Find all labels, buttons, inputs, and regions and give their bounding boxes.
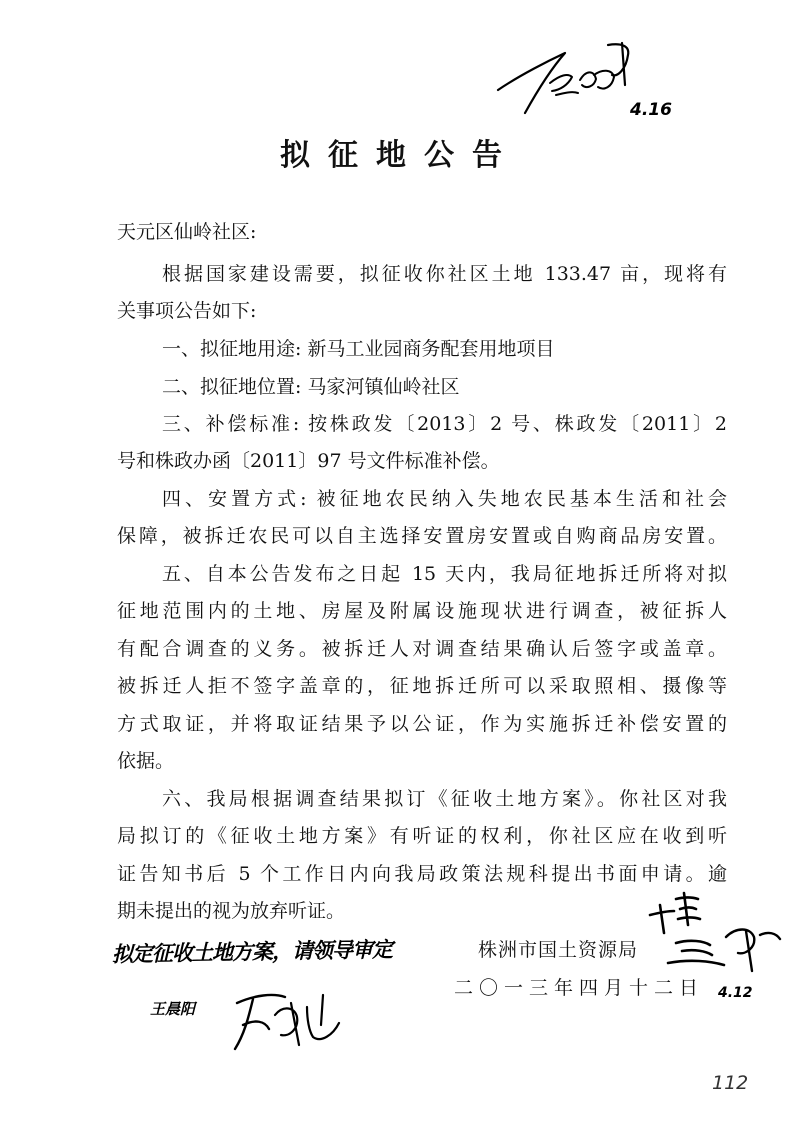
item-2: 二、拟征地位置: 马家河镇仙岭社区 [162, 376, 460, 398]
top-signature [490, 35, 640, 115]
handwritten-note: 拟定征收土地方案，请领导审定 [111, 937, 393, 967]
item-5-line-6: 依据。 [117, 750, 175, 772]
handwritten-name: 王晨阳 [150, 1000, 196, 1018]
item-3-line-1: 三、补偿标准: 按株政发〔2013〕2 号、株政发〔2011〕2 [162, 413, 727, 435]
item-5-line-5: 方式取证，并将取证结果予以公证，作为实施拆迁补偿安置的 [117, 713, 727, 735]
item-6-line-2: 局拟订的《征收土地方案》有听证的权利，你社区应在收到听 [117, 825, 727, 847]
page-number: 112 [712, 1072, 749, 1094]
item-5-line-1: 五、自本公告发布之日起 15 天内，我局征地拆迁所将对拟 [162, 563, 727, 585]
item-5-line-2: 征地范围内的土地、房屋及附属设施现状进行调查，被征拆人 [117, 600, 727, 622]
issue-date: 二〇一三年四月十二日 [454, 977, 705, 999]
top-handwritten-date: 4.16 [630, 100, 672, 120]
intro-line-2: 关事项公告如下: [117, 300, 257, 322]
bottom-left-signature [225, 985, 355, 1055]
item-5-line-3: 有配合调查的义务。被拆迁人对调查结果确认后签字或盖章。 [117, 638, 727, 660]
item-6-line-4: 期未提出的视为放弃听证。 [117, 900, 346, 922]
item-5-line-4: 被拆迁人拒不签字盖章的，征地拆迁所可以采取照相、摄像等 [117, 675, 727, 697]
bottom-right-signature [640, 885, 790, 985]
issuer: 株洲市国土资源局 [478, 939, 639, 961]
intro-line-1: 根据国家建设需要，拟征收你社区土地 133.47 亩，现将有 [162, 263, 727, 285]
item-1: 一、拟征地用途: 新马工业园商务配套用地项目 [162, 338, 555, 360]
item-6-line-3: 证告知书后 5 个工作日内向我局政策法规科提出书面申请。逾 [117, 863, 727, 885]
addressee: 天元区仙岭社区: [117, 221, 257, 243]
right-handwritten-date: 4.12 [718, 985, 753, 1001]
page-title: 拟征地公告 [280, 138, 520, 173]
item-3-line-2: 号和株政办函〔2011〕97 号文件标准补偿。 [117, 450, 500, 472]
item-4-line-2: 保障，被拆迁农民可以自主选择安置房安置或自购商品房安置。 [117, 525, 727, 547]
item-4-line-1: 四、安置方式: 被征地农民纳入失地农民基本生活和社会 [162, 488, 727, 510]
item-6-line-1: 六、我局根据调查结果拟订《征收土地方案》。你社区对我 [162, 788, 727, 810]
